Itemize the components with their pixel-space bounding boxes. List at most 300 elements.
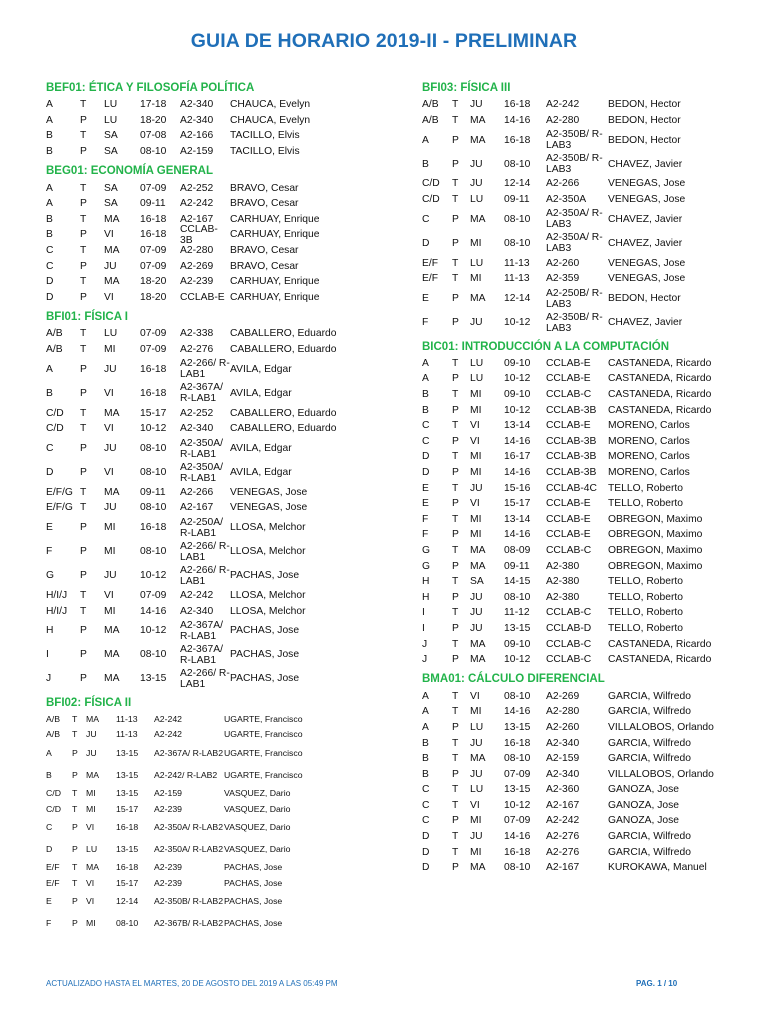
cell-hours: 07-09 [140, 182, 167, 194]
cell-room: A2-252 [180, 182, 214, 194]
cell-day: VI [86, 897, 95, 907]
cell-day: JU [104, 502, 117, 514]
cell-type: P [80, 522, 87, 534]
cell-section: E/F [422, 273, 439, 285]
cell-teacher: VILLALOBOS, Orlando [608, 721, 714, 733]
cell-type: T [80, 213, 87, 225]
cell-teacher: CHAUCA, Evelyn [230, 114, 311, 126]
cell-teacher: CABALLERO, Eduardo [230, 328, 337, 340]
cell-type: T [452, 357, 459, 369]
cell-teacher: LLOSA, Melchor [230, 589, 306, 601]
cell-hours: 16-18 [140, 213, 167, 225]
cell-day: MA [104, 245, 120, 257]
cell-teacher: OBREGON, Maximo [608, 560, 703, 572]
cell-room: A2-350B/ R-LAB2 [154, 897, 224, 907]
cell-teacher: CASTAÑEDA, Ricardo [608, 654, 712, 666]
cell-type: T [452, 737, 459, 749]
schedule-row [422, 356, 752, 372]
cell-room: CCLAB-3B [546, 404, 597, 416]
cell-type: P [452, 498, 459, 510]
cell-day: VI [104, 423, 114, 435]
cell-type: P [80, 229, 87, 241]
cell-teacher: TELLO, Roberto [608, 591, 683, 603]
cell-hours: 08-10 [140, 443, 167, 454]
cell-teacher: GANOZA, Jose [608, 784, 679, 796]
cell-hours: 13-15 [140, 673, 167, 685]
cell-room: A2-260 [546, 257, 580, 269]
cell-teacher: BEDON, Hector [608, 114, 681, 126]
footer-updated-text: ACTUALIZADO HASTA EL MARTES, 20 DE AGOSTO DEL 2019 A LAS 05:49 PM [46, 979, 338, 988]
cell-room: A2-260 [546, 721, 580, 733]
cell-section: C/D [46, 804, 61, 814]
cell-teacher: PACHAS, Jose [224, 878, 283, 888]
cell-room: A2-359 [546, 273, 580, 285]
cell-teacher: AVILA, Edgar [230, 363, 292, 375]
cell-hours: 08-09 [504, 544, 531, 556]
cell-section: A/B [46, 344, 63, 356]
schedule-row [46, 180, 386, 196]
schedule-row [46, 802, 386, 818]
cell-room: A2-250B/ R-LAB3 [546, 287, 603, 310]
cell-hours: 10-12 [504, 317, 531, 329]
cell-type: T [80, 344, 87, 356]
cell-hours: 11-12 [504, 607, 530, 619]
schedule-row [422, 512, 752, 528]
cell-day: LU [86, 844, 98, 854]
cell-hours: 14-16 [504, 529, 531, 541]
cell-day: JU [470, 178, 483, 190]
schedule-row [422, 860, 752, 876]
schedule-row [422, 271, 752, 287]
cell-section: C [46, 260, 54, 272]
cell-room: A2-367A/ R-LAB1 [180, 382, 223, 405]
schedule-row [422, 688, 752, 704]
cell-room: A2-266/ R-LAB1 [180, 667, 230, 690]
cell-day: MA [470, 654, 486, 666]
cell-teacher: CARHUAY, Enrique [230, 291, 320, 303]
cell-day: JU [470, 622, 483, 634]
course-title: BMA01: CÁLCULO DIFERENCIAL [422, 673, 605, 686]
cell-day: JU [470, 482, 483, 494]
cell-day: MA [104, 649, 120, 661]
schedule-row [422, 558, 752, 574]
cell-room: CCLAB-C [546, 654, 592, 666]
cell-type: T [452, 706, 459, 718]
cell-type: P [452, 654, 459, 666]
cell-teacher: GANOZA, Jose [608, 815, 679, 827]
schedule-row [46, 786, 386, 802]
cell-section: C [422, 435, 430, 447]
cell-type: T [452, 513, 459, 525]
cell-day: LU [470, 373, 484, 385]
cell-teacher: TELLO, Roberto [608, 482, 683, 494]
schedule-row [422, 813, 752, 829]
cell-type: T [452, 420, 459, 432]
cell-teacher: CASTAÑEDA, Ricardo [608, 373, 712, 385]
cell-type: P [80, 198, 87, 210]
cell-section: I [422, 607, 425, 619]
cell-teacher: PACHAS, Jose [230, 673, 300, 685]
cell-teacher: UGARTE, Francisco [224, 749, 303, 759]
cell-section: D [46, 291, 54, 303]
cell-type: T [80, 276, 87, 288]
cell-day: MI [470, 513, 482, 525]
cell-day: JU [470, 768, 483, 780]
cell-day: MA [104, 625, 120, 637]
cell-room: A2-266 [180, 486, 214, 498]
cell-hours: 08-10 [140, 146, 167, 158]
cell-day: MI [86, 918, 96, 928]
cell-room: A2-266/ R-LAB1 [180, 358, 230, 381]
cell-section: G [422, 544, 431, 556]
schedule-row [46, 485, 386, 501]
schedule-row [46, 712, 386, 728]
cell-section: D [422, 237, 430, 249]
cell-day: LU [470, 721, 484, 733]
cell-section: G [422, 560, 431, 572]
cell-type: P [452, 213, 459, 225]
cell-type: T [80, 182, 87, 194]
cell-room: A2-242/ R-LAB2 [154, 770, 218, 780]
cell-day: MA [86, 714, 100, 724]
cell-hours: 18-20 [140, 291, 167, 303]
cell-teacher: GARCIA, Wilfredo [608, 737, 691, 749]
cell-type: P [452, 404, 459, 416]
cell-type: P [80, 546, 87, 558]
cell-day: LU [104, 328, 118, 340]
cell-teacher: BRAVO, Cesar [230, 198, 299, 210]
cell-section: B [46, 229, 53, 241]
cell-day: SA [104, 182, 118, 194]
cell-section: A/B [422, 99, 439, 111]
schedule-row [422, 465, 752, 481]
cell-teacher: MORENO, Carlos [608, 467, 690, 479]
schedule-row [46, 765, 386, 787]
cell-hours: 07-09 [140, 344, 167, 356]
cell-hours: 13-15 [116, 844, 139, 854]
course-title: BFI02: FÍSICA II [46, 696, 132, 709]
cell-day: JU [104, 260, 117, 272]
cell-day: MI [470, 237, 482, 249]
cell-type: P [452, 435, 459, 447]
cell-hours: 10-12 [140, 423, 167, 435]
cell-section: C [46, 245, 54, 257]
cell-type: T [72, 730, 78, 740]
schedule-row [46, 891, 386, 913]
cell-type: P [452, 373, 459, 385]
schedule-row [422, 231, 752, 255]
cell-section: B [422, 737, 429, 749]
cell-hours: 14-16 [504, 114, 531, 126]
cell-teacher: BEDON, Hector [608, 99, 681, 111]
cell-room: A2-380 [546, 576, 580, 588]
cell-teacher: CASTAÑEDA, Ricardo [608, 638, 712, 650]
cell-teacher: OBREGON, Maximo [608, 513, 703, 525]
course-section [46, 163, 386, 305]
cell-hours: 10-12 [504, 654, 531, 666]
cell-room: A2-367B/ R-LAB2 [154, 918, 224, 928]
schedule-row [46, 437, 386, 461]
cell-teacher: VILLALOBOS, Orlando [608, 768, 714, 780]
cell-section: B [422, 753, 429, 765]
cell-hours: 08-10 [504, 753, 531, 765]
cell-teacher: LLOSA, Melchor [230, 522, 306, 534]
cell-room: A2-340 [180, 114, 214, 126]
cell-teacher: CABALLERO, Eduardo [230, 423, 337, 435]
cell-room: A2-380 [546, 591, 580, 603]
cell-day: MI [470, 404, 482, 416]
cell-type: T [80, 130, 87, 142]
cell-type: T [452, 831, 459, 843]
course-section [46, 695, 386, 935]
cell-section: B [46, 130, 53, 142]
cell-type: P [80, 114, 87, 126]
cell-hours: 16-18 [140, 387, 167, 399]
cell-teacher: VENEGAS, Jose [230, 502, 308, 514]
cell-section: H/I/J [46, 589, 68, 601]
cell-day: SA [104, 146, 118, 158]
cell-room: A2-340 [546, 768, 580, 780]
cell-teacher: TELLO, Roberto [608, 498, 683, 510]
cell-room: A2-166 [180, 130, 214, 142]
footer-page-number: PAG. 1 / 10 [636, 979, 678, 988]
cell-room: A2-266 [546, 178, 580, 190]
cell-section: C [422, 799, 430, 811]
cell-section: E [46, 522, 53, 534]
cell-type: P [80, 570, 87, 582]
cell-room: CCLAB-3B [546, 451, 597, 463]
schedule-row [46, 326, 386, 342]
cell-section: D [422, 831, 430, 843]
cell-section: C/D [46, 423, 64, 435]
cell-room: A2-338 [180, 328, 214, 340]
cell-hours: 08-10 [504, 591, 531, 603]
cell-type: T [72, 804, 78, 814]
cell-room: A2-340 [180, 423, 214, 435]
schedule-row [422, 207, 752, 231]
cell-hours: 07-08 [140, 130, 167, 142]
cell-hours: 13-14 [504, 420, 531, 432]
cell-room: CCLAB-E [546, 420, 591, 432]
cell-room: A2-242 [180, 198, 214, 210]
cell-hours: 09-11 [140, 486, 166, 498]
schedule-row [422, 434, 752, 450]
cell-day: JU [470, 317, 483, 329]
cell-type: T [452, 607, 459, 619]
schedule-row [46, 727, 386, 743]
cell-section: H [46, 625, 54, 637]
cell-type: P [452, 560, 459, 572]
cell-type: T [452, 257, 459, 269]
cell-type: T [72, 878, 78, 888]
cell-section: F [46, 918, 52, 928]
cell-teacher: PACHAS, Jose [224, 897, 283, 907]
cell-type: T [80, 423, 87, 435]
cell-hours: 17-18 [140, 99, 167, 111]
schedule-row [422, 152, 752, 176]
schedule-row [46, 619, 386, 643]
course-title: BEG01: ECONOMÍA GENERAL [46, 165, 213, 178]
cell-hours: 10-12 [504, 373, 531, 385]
cell-hours: 08-10 [140, 649, 167, 661]
cell-type: T [452, 544, 459, 556]
cell-teacher: TACILLO, Elvis [230, 146, 300, 158]
schedule-row [46, 258, 386, 274]
course-title: BEF01: ÉTICA Y FILOSOFÍA POLÍTICA [46, 82, 255, 94]
cell-section: B [422, 158, 429, 170]
cell-hours: 10-12 [504, 404, 531, 416]
schedule-row [46, 588, 386, 604]
cell-teacher: PACHAS, Jose [230, 649, 300, 661]
cell-section: B [422, 389, 429, 401]
cell-section: I [46, 649, 49, 661]
cell-section: C [46, 443, 54, 454]
cell-section: A [46, 749, 52, 759]
cell-hours: 16-18 [116, 863, 139, 873]
cell-day: MA [104, 276, 120, 288]
cell-room: CCLAB-3B [180, 223, 218, 246]
cell-type: T [80, 99, 87, 111]
cell-room: A2-159 [546, 753, 580, 765]
cell-section: F [422, 513, 429, 525]
cell-day: MI [104, 605, 116, 617]
cell-section: J [422, 654, 428, 666]
cell-teacher: GARCIA, Wilfredo [608, 831, 691, 843]
cell-section: C [422, 213, 430, 225]
cell-day: LU [470, 194, 484, 206]
cell-hours: 09-10 [504, 357, 531, 369]
cell-teacher: GANOZA, Jose [608, 799, 679, 811]
cell-day: VI [104, 387, 114, 399]
cell-room: CCLAB-C [546, 389, 592, 401]
cell-section: C/D [422, 194, 440, 206]
schedule-row [422, 449, 752, 465]
right-column [422, 80, 752, 880]
cell-hours: 14-16 [504, 831, 531, 843]
cell-room: A2-350A/ R-LAB3 [546, 232, 603, 255]
cell-section: A/B [46, 328, 63, 340]
cell-day: MA [470, 753, 486, 765]
course-title: BFI03: FÍSICA III [422, 82, 511, 94]
schedule-row [46, 128, 386, 144]
cell-room: A2-159 [154, 789, 183, 799]
cell-room: A2-350A/ R-LAB2 [154, 844, 224, 854]
cell-hours: 07-09 [140, 245, 167, 257]
schedule-row [422, 829, 752, 845]
cell-hours: 09-11 [504, 560, 530, 572]
cell-type: T [452, 194, 459, 206]
cell-hours: 08-10 [140, 546, 167, 558]
course-title: BFI01: FÍSICA I [46, 311, 128, 324]
cell-type: P [452, 467, 459, 479]
cell-section: H [422, 576, 430, 588]
cell-section: A [422, 690, 429, 702]
cell-day: MA [104, 486, 120, 498]
cell-hours: 15-17 [140, 407, 167, 419]
cell-hours: 11-13 [504, 273, 530, 285]
cell-room: A2-167 [546, 862, 580, 874]
cell-teacher: UGARTE, Francisco [224, 770, 303, 780]
cell-room: CCLAB-E [546, 373, 591, 385]
cell-hours: 13-15 [504, 784, 531, 796]
cell-room: A2-266/ R-LAB1 [180, 564, 230, 587]
cell-hours: 07-09 [140, 589, 167, 601]
cell-teacher: AVILA, Edgar [230, 467, 292, 478]
cell-type: P [72, 844, 78, 854]
cell-section: E [422, 482, 429, 494]
cell-hours: 18-20 [140, 114, 167, 126]
page-title: GUIA DE HORARIO 2019-II - PRELIMINAR [190, 30, 578, 52]
cell-room: A2-380 [546, 560, 580, 572]
cell-room: CCLAB-E [546, 357, 591, 369]
schedule-row [422, 636, 752, 652]
cell-room: A2-367A/ R-LAB2 [154, 749, 224, 759]
cell-hours: 15-17 [116, 878, 139, 888]
cell-section: A [46, 114, 53, 126]
schedule-row [46, 421, 386, 437]
cell-type: P [452, 721, 459, 733]
cell-room: A2-340 [180, 99, 214, 111]
cell-day: JU [86, 730, 97, 740]
cell-section: D [422, 846, 430, 858]
cell-hours: 08-10 [140, 467, 167, 478]
cell-day: MI [86, 804, 96, 814]
cell-teacher: BEDON, Hector [608, 134, 681, 146]
cell-section: B [46, 387, 53, 399]
cell-room: A2-340 [546, 737, 580, 749]
cell-section: D [422, 862, 430, 874]
course-section [422, 671, 752, 875]
cell-teacher: GARCIA, Wilfredo [608, 753, 691, 765]
cell-day: MA [470, 114, 486, 126]
schedule-row [46, 342, 386, 358]
cell-section: D [46, 276, 54, 288]
cell-type: P [452, 529, 459, 541]
course-title: BIC01: INTRODUCCIÓN A LA COMPUTACIÓN [422, 340, 670, 353]
cell-hours: 13-14 [504, 513, 531, 525]
schedule-row [422, 720, 752, 736]
cell-section: F [422, 317, 429, 329]
cell-room: A2-276 [180, 344, 214, 356]
schedule-row [46, 290, 386, 306]
cell-day: VI [470, 435, 480, 447]
cell-room: A2-242 [180, 589, 214, 601]
schedule-row [46, 500, 386, 516]
cell-hours: 16-18 [504, 737, 531, 749]
cell-day: MI [104, 546, 116, 558]
cell-type: P [80, 467, 87, 478]
cell-teacher: AVILA, Edgar [230, 443, 292, 454]
cell-section: A [422, 134, 429, 146]
cell-room: A2-167 [546, 799, 580, 811]
cell-section: H [422, 591, 430, 603]
schedule-row [422, 287, 752, 311]
cell-room: A2-367A/ R-LAB1 [180, 643, 223, 666]
schedule-row [46, 144, 386, 160]
schedule-row [422, 402, 752, 418]
cell-day: MA [470, 134, 486, 146]
cell-section: A [46, 363, 53, 375]
cell-day: MA [470, 638, 486, 650]
schedule-row [46, 860, 386, 876]
cell-hours: 13-15 [504, 622, 531, 634]
cell-type: P [452, 134, 459, 146]
cell-room: A2-280 [546, 114, 580, 126]
cell-room: A2-242 [154, 714, 183, 724]
schedule-row [422, 371, 752, 387]
cell-type: T [452, 638, 459, 650]
cell-day: LU [104, 114, 118, 126]
